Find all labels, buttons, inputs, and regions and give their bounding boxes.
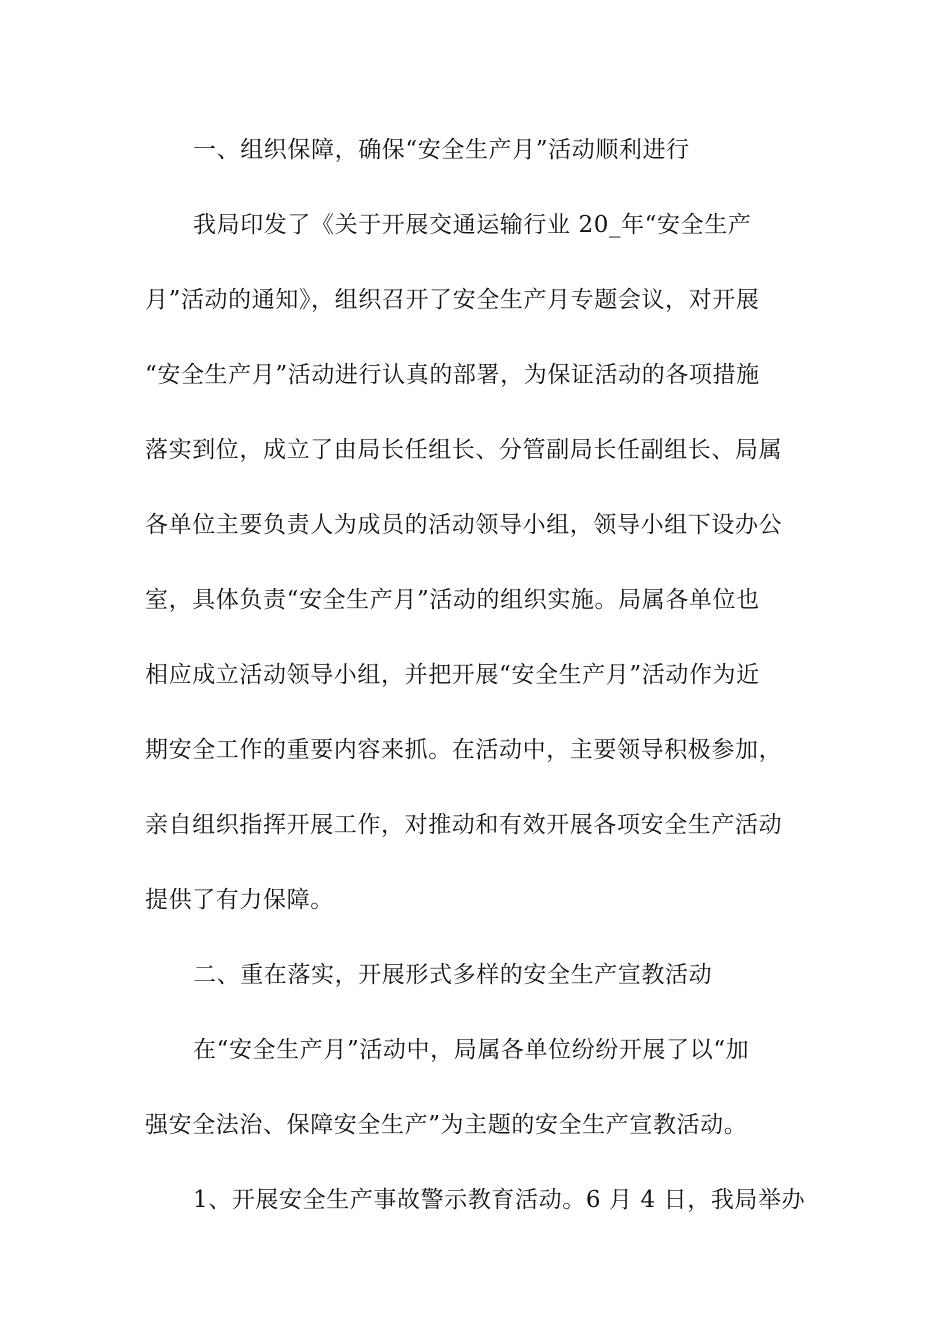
paragraph-line: 在“安全生产月”活动中，局属各单位纷纷开展了以“加 (193, 1037, 750, 1063)
paragraph-line: 月”活动的通知》，组织召开了安全生产月专题会议，对开展 (145, 287, 760, 313)
paragraph-line: 我局印发了《关于开展交通运输行业 20_年“安全生产 (193, 212, 752, 238)
paragraph-line: 期安全工作的重要内容来抓。在活动中，主要领导积极参加， (145, 737, 783, 763)
paragraph-line: 提供了有力保障。 (145, 887, 334, 913)
paragraph-line: 1、开展安全生产事故警示教育活动。6 月 4 日，我局举办 (193, 1187, 806, 1213)
paragraph-line: 落实到位，成立了由局长任组长、分管副局长任副组长、局属 (145, 437, 783, 463)
paragraph-line: 亲自组织指挥开展工作，对推动和有效开展各项安全生产活动 (145, 812, 783, 838)
paragraph-line: “安全生产月”活动进行认真的部署，为保证活动的各项措施 (145, 362, 760, 388)
paragraph-line: 相应成立活动领导小组，并把开展“安全生产月”活动作为近 (145, 662, 760, 688)
section-heading-2: 二、重在落实，开展形式多样的安全生产宣教活动 (193, 962, 713, 988)
paragraph-line: 强安全法治、保障安全生产”为主题的安全生产宣教活动。 (145, 1112, 748, 1138)
paragraph-line: 室，具体负责“安全生产月”活动的组织实施。局属各单位也 (145, 587, 760, 613)
paragraph-line: 各单位主要负责人为成员的活动领导小组，领导小组下设办公 (145, 512, 783, 538)
section-heading-1: 一、组织保障，确保“安全生产月”活动顺利进行 (193, 137, 690, 163)
